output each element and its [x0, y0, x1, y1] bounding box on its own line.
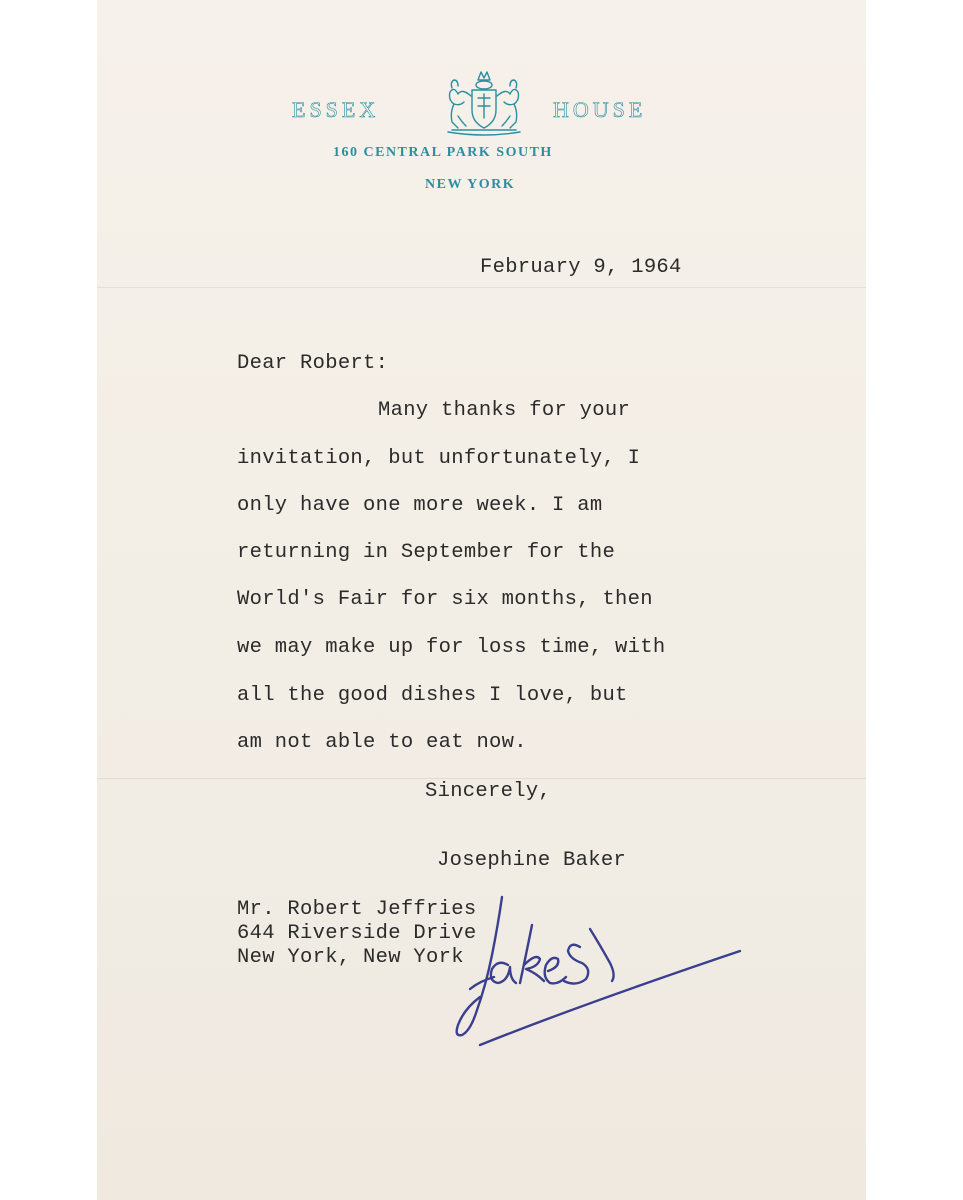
recipient-line: New York, New York [237, 946, 464, 969]
letter-date: February 9, 1964 [480, 256, 682, 279]
letter-body-line: World's Fair for six months, then [237, 588, 653, 611]
recipient-line: Mr. Robert Jeffries [237, 898, 477, 921]
letter-body-line: we may make up for loss time, with [237, 636, 666, 659]
letterhead-address: 160 CENTRAL PARK SOUTH [333, 145, 553, 160]
letterhead-city: NEW YORK [425, 177, 516, 192]
letter-salutation: Dear Robert: [237, 352, 389, 375]
letter-signature-name: Josephine Baker [437, 849, 627, 872]
letter-body-line: am not able to eat now. [237, 731, 527, 754]
letter-closing: Sincerely, [425, 780, 552, 803]
letter-body-line: invitation, but unfortunately, I [237, 447, 641, 470]
letter-body-line: all the good dishes I love, but [237, 684, 628, 707]
letterhead-name-left: ESSEX [292, 97, 380, 122]
paper-fold [97, 778, 866, 779]
coat-of-arms-crest-icon [438, 66, 530, 138]
letter-body-line: Many thanks for your [378, 399, 631, 422]
paper-fold [97, 287, 866, 288]
recipient-line: 644 Riverside Drive [237, 922, 477, 945]
letter-body-line: only have one more week. I am [237, 494, 603, 517]
handwritten-signature [440, 885, 760, 1065]
letter-body-line: returning in September for the [237, 541, 616, 564]
letterhead-name-right: HOUSE [553, 97, 647, 122]
